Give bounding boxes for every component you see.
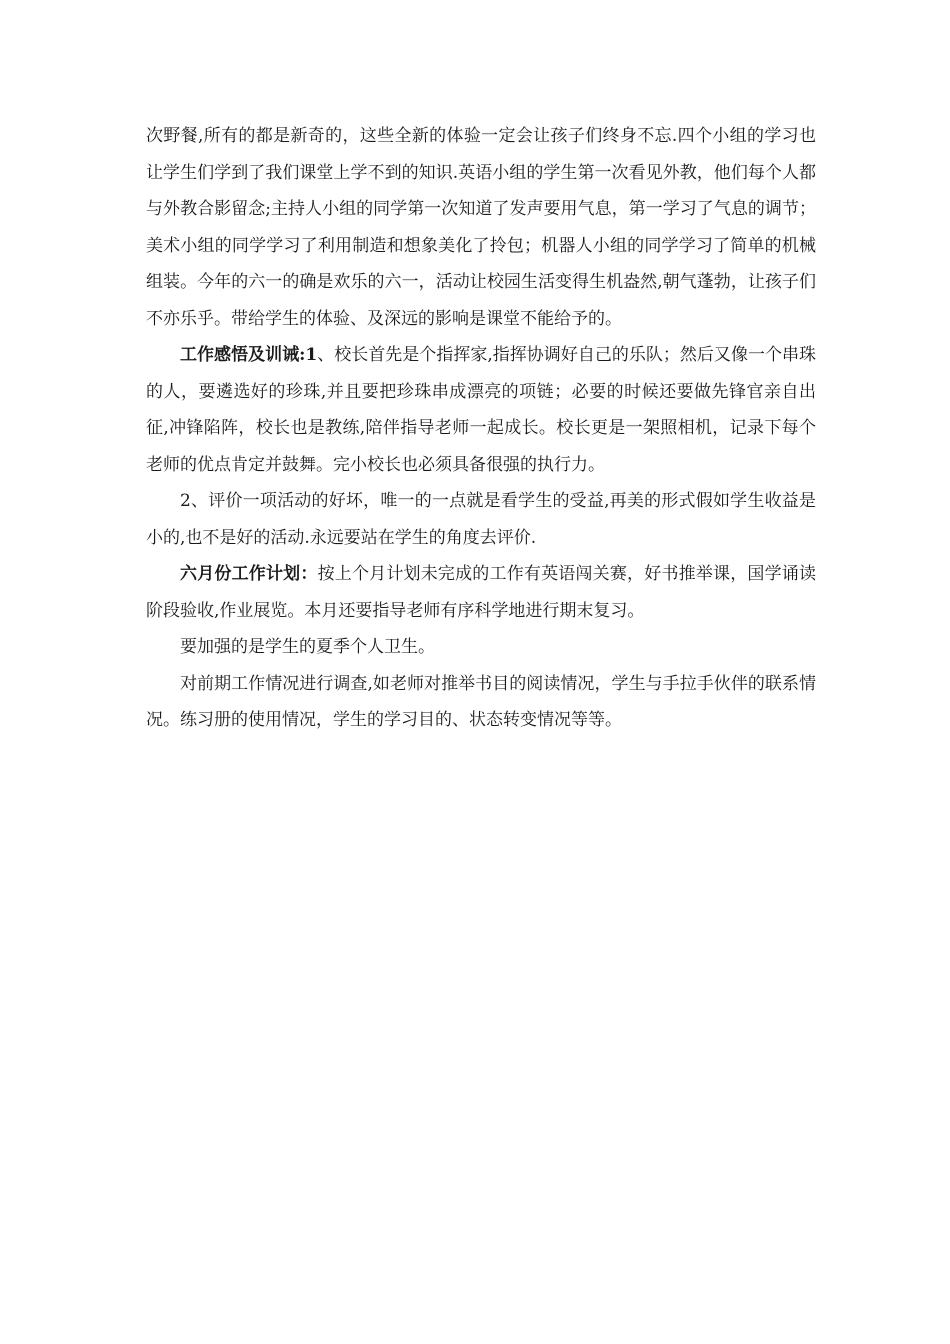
paragraph-text: 2、评价一项活动的好坏，唯一的一点就是看学生的受益,再美的形式假如学生收益是小的,也不是好的活动.永远要站在学生的角度去评价.	[146, 491, 816, 548]
paragraph-heading: 六月份工作计划：	[180, 564, 318, 584]
paragraph-text: 对前期工作情况进行调查,如老师对推举书目的阅读情况，学生与手拉手伙伴的联系情况。练习册的使用情况，学生的学习目的、状态转变情况等等。	[146, 673, 816, 730]
paragraph-text: 按上个月计划未完成的工作有英语闯关赛，好书推举课，国学诵读阶段验收,作业展览。本月还要指导老师有序科学地进行期末复习。	[146, 564, 817, 621]
paragraph-activity-evaluation	[146, 483, 816, 556]
paragraph-text: 要加强的是学生的夏季个人卫生。	[180, 637, 435, 657]
paragraph-work-insights	[146, 337, 816, 483]
paragraph-children-day-summary	[146, 118, 816, 337]
paragraph-survey	[146, 666, 816, 739]
paragraph-text: 次野餐,所有的都是新奇的，这些全新的体验一定会让孩子们终身不忘.四个小组的学习也让学生们学到了我们课堂上学不到的知识.英语小组的学生第一次看见外教，他们每个人都与外教合影留念;主持人小组的同学第一次知道了发声要用气息，第一学习了气息的调节；美术小组的同学学习了利用制造和想象美化了拎包；机器人小组的同学学习了简单的机械组装。今年的六一的确是欢乐的六一，活动让校园生活变得生机盎然,朝气蓬勃，让孩子们不亦乐乎。带给学生的体验、及深远的影响是课堂不能给予的。	[146, 126, 816, 329]
document-page	[146, 118, 816, 739]
paragraph-text: 、校长首先是个指挥家,指挥协调好自己的乐队；然后又像一个串珠的人，要遴选好的珍珠,并且要把珍珠串成漂亮的项链；必要的时候还要做先锋官亲自出征,冲锋陷阵，校长也是教练,陪伴指导老师一起成长。校长更是一架照相机，记录下每个老师的优点肯定并鼓舞。完小校长也必须具备很强的执行力。	[146, 345, 816, 475]
paragraph-june-plan	[146, 556, 816, 629]
paragraph-heading: 工作感悟及训诫:1	[180, 345, 318, 365]
paragraph-hygiene	[146, 629, 816, 666]
